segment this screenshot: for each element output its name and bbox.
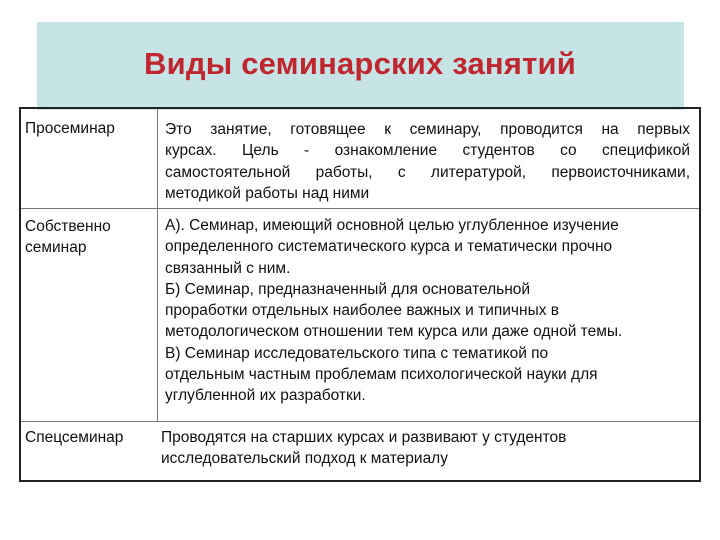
desc-line: проработки отдельных наиболее важных и типичных в: [165, 302, 560, 320]
desc-line: углубленной их разработки.: [165, 387, 366, 405]
desc-line: самостоятельной работы, с литературой, первоисточниками,: [165, 163, 690, 181]
desc-line: отдельным частным проблемам психологической науки для: [165, 366, 598, 384]
label-line: Просеминар: [25, 120, 115, 137]
desc-line: методологическом отношении тем курса или даже одной темы.: [165, 323, 623, 341]
desc-line: определенного систематического курса и тематически прочно: [165, 238, 613, 256]
row-description-specseminar: [161, 427, 686, 470]
label-line: семинар: [25, 239, 87, 256]
row-divider: [21, 208, 699, 209]
desc-line: Это занятие, готовящее к семинару, проводится на первых: [165, 121, 690, 138]
desc-line: Проводятся на старших курсах и развивают у студентов: [161, 429, 567, 446]
row-label-specseminar: [25, 427, 123, 448]
row-description-proseminar: [165, 119, 690, 204]
label-line: Спецсеминар: [25, 429, 124, 446]
row-divider: [21, 421, 699, 422]
column-divider: [157, 109, 158, 421]
row-label-proseminar: [25, 118, 115, 139]
desc-line: В) Семинар исследовательского типа с тематикой по: [165, 344, 549, 362]
row-label-seminar: [25, 216, 111, 258]
seminar-types-table: [19, 107, 701, 482]
label-line: Собственно: [25, 218, 111, 235]
desc-line: исследовательский подход к материалу: [161, 450, 448, 468]
desc-line: методикой работы над ними: [165, 184, 370, 202]
desc-line: А). Семинар, имеющий основной целью углубленное изучение: [165, 217, 619, 234]
desc-line: Б) Семинар, предназначенный для основательной: [165, 280, 531, 298]
desc-line: связанный с ним.: [165, 259, 291, 277]
slide-title: Виды семинарских занятий: [144, 46, 576, 81]
desc-line: курсах. Цель - ознакомление студентов со спецификой: [165, 142, 690, 160]
row-description-seminar: [165, 215, 690, 407]
